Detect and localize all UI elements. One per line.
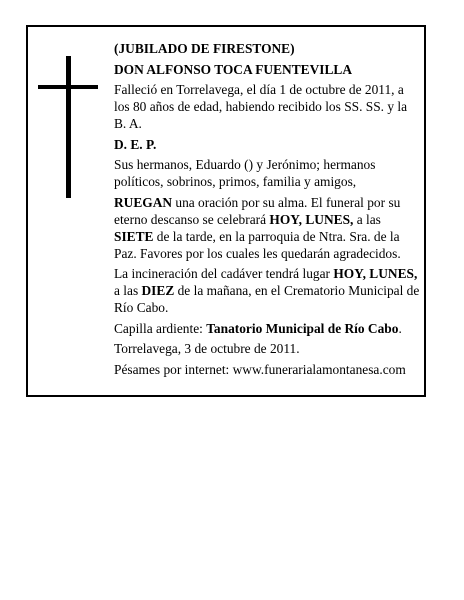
family-text: Sus hermanos, Eduardo () y Jerónimo; hermanos políticos, sobrinos, primos, familia y amigos, [114, 157, 376, 189]
ruegan-bold: RUEGAN [114, 194, 173, 210]
pesames-line: Pésames por internet: www.funerarialamontanesa.com [114, 361, 406, 377]
ruegan-text-1: una oración por su alma. El funeral por su eterno descanso se celebrará [114, 194, 401, 227]
incineracion-text-3: de la mañana, en el Crematorio Municipal de Río Cabo. [114, 283, 420, 315]
incineracion-text-2: a las [114, 283, 142, 298]
dep-text: D. E. P. [114, 136, 157, 152]
capilla-paragraph [114, 320, 420, 337]
date-line: Torrelavega, 3 de octubre de 2011. [114, 341, 300, 356]
capilla-end: . [398, 320, 402, 336]
capilla-place: Tanatorio Municipal de Río Cabo [206, 320, 399, 336]
incineracion-paragraph [114, 265, 420, 316]
death-text: Falleció en Torrelavega, el día 1 de octubre de 2011, a los 80 años de edad, habiendo recibido los SS. SS. y la B. A. [114, 82, 408, 131]
deceased-name: DON ALFONSO TOCA FUENTEVILLA [114, 61, 352, 77]
ruegan-hour: SIETE [114, 228, 154, 244]
obituary-notice [26, 25, 426, 397]
obituary-heading: (JUBILADO DE FIRESTONE) [114, 41, 295, 56]
ruegan-text-3: de la tarde, en la parroquia de Ntra. Sra. de la Paz. Favores por los cuales les quedarán agradecidos. [114, 228, 401, 261]
incineracion-text-1: La incineración del cadáver tendrá lugar [114, 266, 334, 281]
obituary-text [114, 40, 420, 381]
incineracion-day: HOY, LUNES, [333, 266, 418, 281]
ruegan-day: HOY, LUNES, [269, 211, 354, 227]
capilla-label: Capilla ardiente: [114, 320, 207, 336]
cross-horizontal-bar [38, 85, 98, 89]
incineracion-hour: DIEZ [141, 283, 175, 298]
ruegan-text-2: a las [353, 211, 381, 227]
cross-vertical-bar [66, 56, 71, 198]
ruegan-paragraph [114, 194, 420, 262]
